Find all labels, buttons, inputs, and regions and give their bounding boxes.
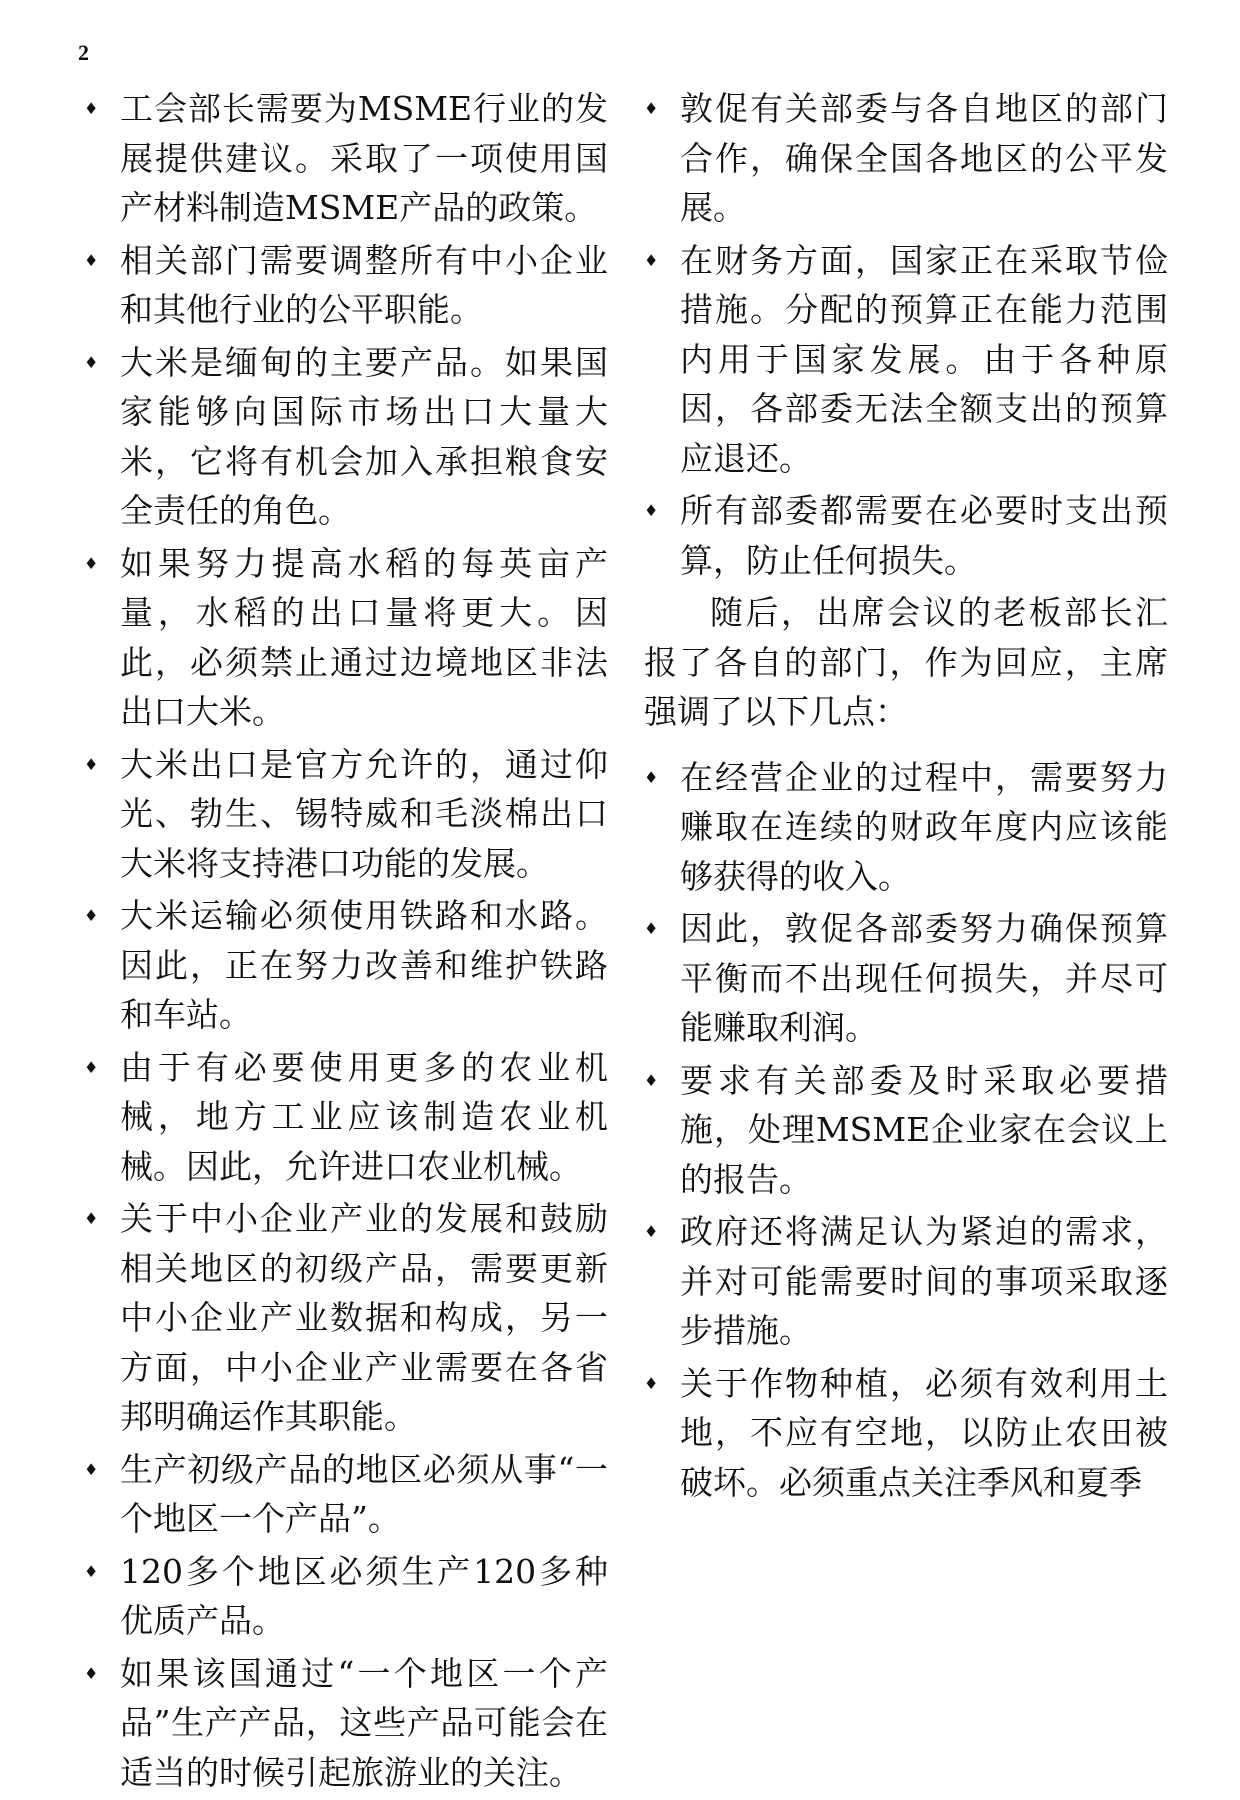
diamond-bullet-icon: ♦ bbox=[84, 553, 99, 573]
list-item bbox=[644, 486, 1168, 585]
list-item bbox=[84, 84, 608, 233]
list-item bbox=[644, 84, 1168, 233]
list-item bbox=[644, 904, 1168, 1053]
list-item-text: 关于中小企业产业的发展和鼓励相关地区的初级产品，需要更新中小企业产业数据和构成，另一方面，中小企业产业需要在各省邦明确运作其职能。 bbox=[120, 1199, 608, 1436]
list-item-text: 在经营企业的过程中，需要努力赚取在连续的财政年度内应该能够获得的收入。 bbox=[680, 757, 1168, 896]
diamond-bullet-icon: ♦ bbox=[84, 99, 99, 118]
list-item bbox=[644, 753, 1168, 902]
list-item-text: 敦促有关部委与各自地区的部门合作，确保全国各地区的公平发展。 bbox=[680, 89, 1168, 227]
list-item bbox=[644, 1359, 1168, 1508]
diamond-bullet-icon: ♦ bbox=[84, 250, 99, 270]
list-item-text: 在财务方面，国家正在采取节俭措施。分配的预算正在能力范围内用于国家发展。由于各种原因，各部委无法全额支出的预算应退还。 bbox=[680, 240, 1168, 478]
list-item-text: 大米出口是官方允许的，通过仰光、勃生、锡特威和毛淡棉出口大米将支持港口功能的发展。 bbox=[120, 744, 608, 883]
list-item-text: 120多个地区必须生产120多种优质产品。 bbox=[120, 1551, 608, 1640]
bullet-list bbox=[84, 84, 608, 1797]
list-item bbox=[644, 236, 1168, 484]
page-number: 2 bbox=[78, 40, 89, 65]
diamond-bullet-icon: ♦ bbox=[84, 1561, 99, 1581]
diamond-bullet-icon: ♦ bbox=[84, 352, 99, 372]
diamond-bullet-icon: ♦ bbox=[644, 1222, 659, 1241]
list-item-text: 政府还将满足认为紧迫的需求，并对可能需要时间的事项采取逐步措施。 bbox=[680, 1212, 1168, 1350]
diamond-bullet-icon: ♦ bbox=[84, 906, 99, 925]
diamond-bullet-icon: ♦ bbox=[84, 1459, 99, 1479]
list-item bbox=[644, 1056, 1168, 1205]
diamond-bullet-icon: ♦ bbox=[644, 767, 659, 787]
list-item-text: 生产初级产品的地区必须从事“一个地区一个产品”。 bbox=[120, 1449, 608, 1538]
list-item bbox=[644, 1207, 1168, 1356]
diamond-bullet-icon: ♦ bbox=[644, 501, 659, 520]
list-item-text: 大米是缅甸的主要产品。如果国家能够向国际市场出口大量大米，它将有机会加入承担粮食安全责任的角色。 bbox=[120, 342, 608, 530]
diamond-bullet-icon: ♦ bbox=[644, 1070, 659, 1090]
diamond-bullet-icon: ♦ bbox=[84, 1057, 99, 1077]
list-item bbox=[84, 539, 608, 737]
list-item-text: 工会部长需要为MSME行业的发展提供建议。采取了一项使用国产材料制造MSME产品的政策。 bbox=[120, 89, 608, 227]
list-item-text: 相关部门需要调整所有中小企业和其他行业的公平职能。 bbox=[120, 240, 608, 329]
list-item-text: 如果努力提高水稻的每英亩产量，水稻的出口量将更大。因此，必须禁止通过边境地区非法出口大米。 bbox=[120, 543, 608, 731]
list-item bbox=[84, 236, 608, 335]
diamond-bullet-icon: ♦ bbox=[644, 1373, 659, 1393]
list-item bbox=[84, 891, 608, 1040]
diamond-bullet-icon: ♦ bbox=[644, 99, 659, 118]
right-column bbox=[644, 84, 1168, 1510]
list-item bbox=[84, 1043, 608, 1192]
list-item-text: 如果该国通过“一个地区一个产品”生产产品，这些产品可能会在适当的时候引起旅游业的关注。 bbox=[120, 1653, 608, 1792]
list-item-text: 所有部委都需要在必要时支出预算，防止任何损失。 bbox=[680, 491, 1168, 580]
diamond-bullet-icon: ♦ bbox=[84, 754, 99, 774]
diamond-bullet-icon: ♦ bbox=[84, 1663, 99, 1683]
list-item-text: 要求有关部委及时采取必要措施，处理MSME企业家在会议上的报告。 bbox=[680, 1060, 1168, 1199]
list-item-text: 因此，敦促各部委努力确保预算平衡而不出现任何损失，并尽可能赚取利润。 bbox=[680, 909, 1168, 1047]
bullet-list bbox=[644, 753, 1168, 1508]
diamond-bullet-icon: ♦ bbox=[644, 250, 659, 270]
list-item bbox=[84, 1445, 608, 1544]
list-item-text: 关于作物种植，必须有效利用土地，不应有空地，以防止农田被破坏。必须重点关注季风和夏季 bbox=[680, 1363, 1168, 1502]
list-item bbox=[84, 1547, 608, 1646]
list-item bbox=[84, 740, 608, 889]
left-column bbox=[84, 84, 608, 1800]
diamond-bullet-icon: ♦ bbox=[644, 919, 659, 938]
list-item-text: 由于有必要使用更多的农业机械，地方工业应该制造农业机械。因此，允许进口农业机械。 bbox=[120, 1047, 608, 1186]
bullet-list bbox=[644, 84, 1168, 585]
list-item bbox=[84, 338, 608, 536]
list-item bbox=[84, 1194, 608, 1442]
body-paragraph: 随后，出席会议的老板部长汇报了各自的部门，作为回应，主席强调了以下几点： bbox=[644, 593, 1168, 731]
list-item-text: 大米运输必须使用铁路和水路。因此，正在努力改善和维护铁路和车站。 bbox=[120, 896, 608, 1034]
diamond-bullet-icon: ♦ bbox=[84, 1209, 99, 1228]
list-item bbox=[84, 1649, 608, 1798]
